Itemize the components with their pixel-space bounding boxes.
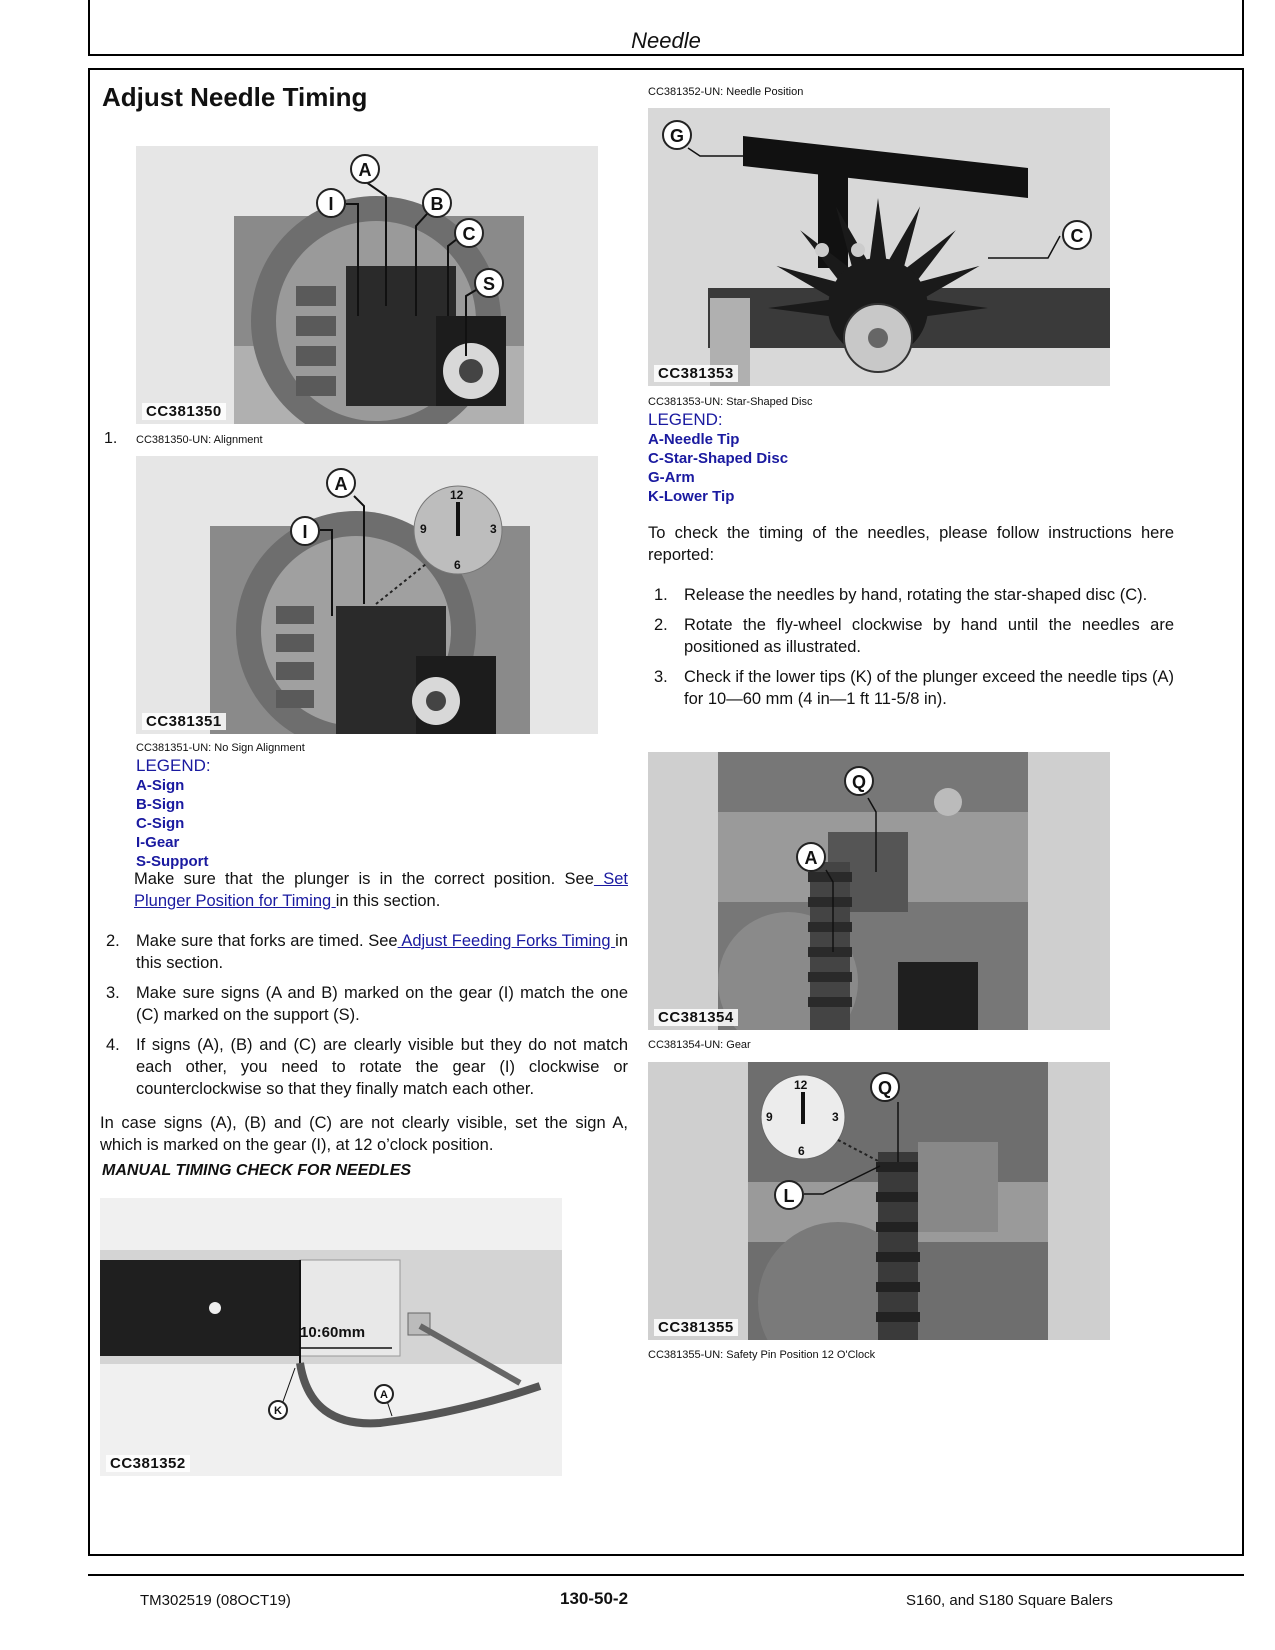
step-text: Make sure signs (A and B) marked on the gear (I) match the one (C) marked on the support (S). xyxy=(136,984,628,1024)
callout-g: G xyxy=(662,120,692,150)
figure-id: CC381354 xyxy=(654,1009,738,1026)
figure-needle-position xyxy=(100,1198,562,1476)
legend-item: C-Sign xyxy=(136,815,185,832)
figure-alignment xyxy=(136,146,598,424)
step-text: Rotate the fly-wheel clockwise by hand until the needles are positioned as illustrated. xyxy=(684,616,1174,656)
plunger-text-after: in this section. xyxy=(335,892,441,910)
callout-a: A xyxy=(374,1384,394,1404)
clock-3: 3 xyxy=(832,1110,839,1124)
legend-item: K-Lower Tip xyxy=(648,488,735,505)
figure-star-shaped-disc xyxy=(648,108,1110,386)
figure-id: CC381355 xyxy=(654,1319,738,1336)
callout-a: A xyxy=(350,154,380,184)
clock-9: 9 xyxy=(766,1110,773,1124)
footer-doc-id: TM302519 (08OCT19) xyxy=(140,1592,291,1609)
callout-l: L xyxy=(774,1180,804,1210)
figure-gear xyxy=(648,752,1110,1030)
footer-page-number: 130-50-2 xyxy=(560,1589,629,1608)
clock-6: 6 xyxy=(798,1144,805,1158)
callout-c: C xyxy=(454,218,484,248)
step-number: 2. xyxy=(106,932,120,950)
step-number: 4. xyxy=(106,1036,120,1054)
callout-b: B xyxy=(422,188,452,218)
step-number: 3. xyxy=(106,984,120,1002)
intro-paragraph: To check the timing of the needles, please follow instructions here reported: xyxy=(648,524,1174,564)
figure-id: CC381353 xyxy=(654,365,738,382)
legend-heading: LEGEND: xyxy=(136,756,211,775)
gear-photo-illustration xyxy=(648,752,1110,1030)
step-number: 1. xyxy=(104,430,118,447)
figure-caption: CC381352-UN: Needle Position xyxy=(648,86,804,98)
figure-no-sign-alignment xyxy=(136,456,598,734)
gear-clock-illustration xyxy=(136,456,598,734)
figure-id: CC381351 xyxy=(142,713,226,730)
link-set-plunger-position[interactable]: Set Plunger Position for Timing xyxy=(134,870,628,910)
legend-item: B-Sign xyxy=(136,796,185,813)
step-text: Release the needles by hand, rotating the star-shaped disc (C). xyxy=(684,586,1148,604)
figure-caption: CC381350-UN: Alignment xyxy=(136,434,263,446)
legend-right xyxy=(648,410,788,506)
step-text: If signs (A), (B) and (C) are clearly visible but they do not match each other, you need to rotate the gear (I) clockwise or counterclockwise so that they finally match each other. xyxy=(136,1036,628,1098)
figure-caption: CC381355-UN: Safety Pin Position 12 O'Clock xyxy=(648,1349,876,1361)
plunger-text-before: Make sure that the plunger is in the correct position. See xyxy=(134,870,594,888)
measurement-label: 10:60mm xyxy=(300,1324,366,1341)
callout-a: A xyxy=(326,468,356,498)
subheading: MANUAL TIMING CHECK FOR NEEDLES xyxy=(102,1162,412,1179)
legend-item: A-Needle Tip xyxy=(648,431,740,448)
plunger-instruction xyxy=(134,868,628,912)
callout-a: A xyxy=(796,842,826,872)
callout-q: Q xyxy=(844,766,874,796)
star-disc-illustration xyxy=(648,108,1110,386)
figure-caption: CC381351-UN: No Sign Alignment xyxy=(136,742,305,754)
footer-rule xyxy=(88,1574,1244,1576)
legend-heading: LEGEND: xyxy=(648,410,723,429)
legend-item: S-Support xyxy=(136,853,209,870)
page-title: Adjust Needle Timing xyxy=(102,82,368,112)
step-4 xyxy=(100,1034,628,1100)
legend-item: A-Sign xyxy=(136,777,185,794)
step-text: in this section. xyxy=(136,932,628,972)
figure-id: CC381352 xyxy=(106,1455,190,1472)
callout-s: S xyxy=(474,268,504,298)
left-steps xyxy=(100,930,628,1108)
case-paragraph: In case signs (A), (B) and (C) are not clearly visible, set the sign A, which is marked on the gear (I), at 12 o’clock position. xyxy=(100,1114,628,1154)
legend-item: I-Gear xyxy=(136,834,180,851)
step-2 xyxy=(648,614,1174,658)
figure-caption: CC381354-UN: Gear xyxy=(648,1039,751,1051)
figure-id: CC381350 xyxy=(142,403,226,420)
clock-9: 9 xyxy=(420,522,427,536)
callout-k: K xyxy=(268,1400,288,1420)
legend-left xyxy=(136,756,211,871)
step-3 xyxy=(100,982,628,1026)
step-text: Check if the lower tips (K) of the plunger exceed the needle tips (A) for 10—60 mm (4 in—1 ft 11-5/8 in). xyxy=(684,668,1174,708)
callout-c: C xyxy=(1062,220,1092,250)
safety-pin-illustration xyxy=(648,1062,1110,1340)
step-3 xyxy=(648,666,1174,710)
clock-12: 12 xyxy=(794,1078,808,1092)
footer-product: S160, and S180 Square Balers xyxy=(906,1592,1113,1609)
legend-item: C-Star-Shaped Disc xyxy=(648,450,789,467)
clock-12: 12 xyxy=(450,488,464,502)
step-number: 3. xyxy=(654,668,668,686)
step-number: 2. xyxy=(654,616,668,634)
clock-6: 6 xyxy=(454,558,461,572)
callout-i: I xyxy=(316,188,346,218)
figure-safety-pin-position xyxy=(648,1062,1110,1340)
step-text: Make sure that forks are timed. See xyxy=(136,932,398,950)
callout-q: Q xyxy=(870,1072,900,1102)
clock-3: 3 xyxy=(490,522,497,536)
step-2 xyxy=(100,930,628,974)
step-1 xyxy=(648,584,1174,606)
step-number: 1. xyxy=(654,586,668,604)
link-adjust-feeding-forks[interactable]: Adjust Feeding Forks Timing xyxy=(397,932,616,950)
right-steps xyxy=(648,584,1174,718)
section-title: Needle xyxy=(631,28,701,53)
figure-caption: CC381353-UN: Star-Shaped Disc xyxy=(648,396,813,408)
legend-item: G-Arm xyxy=(648,469,695,486)
gear-illustration xyxy=(136,146,598,424)
callout-i: I xyxy=(290,516,320,546)
